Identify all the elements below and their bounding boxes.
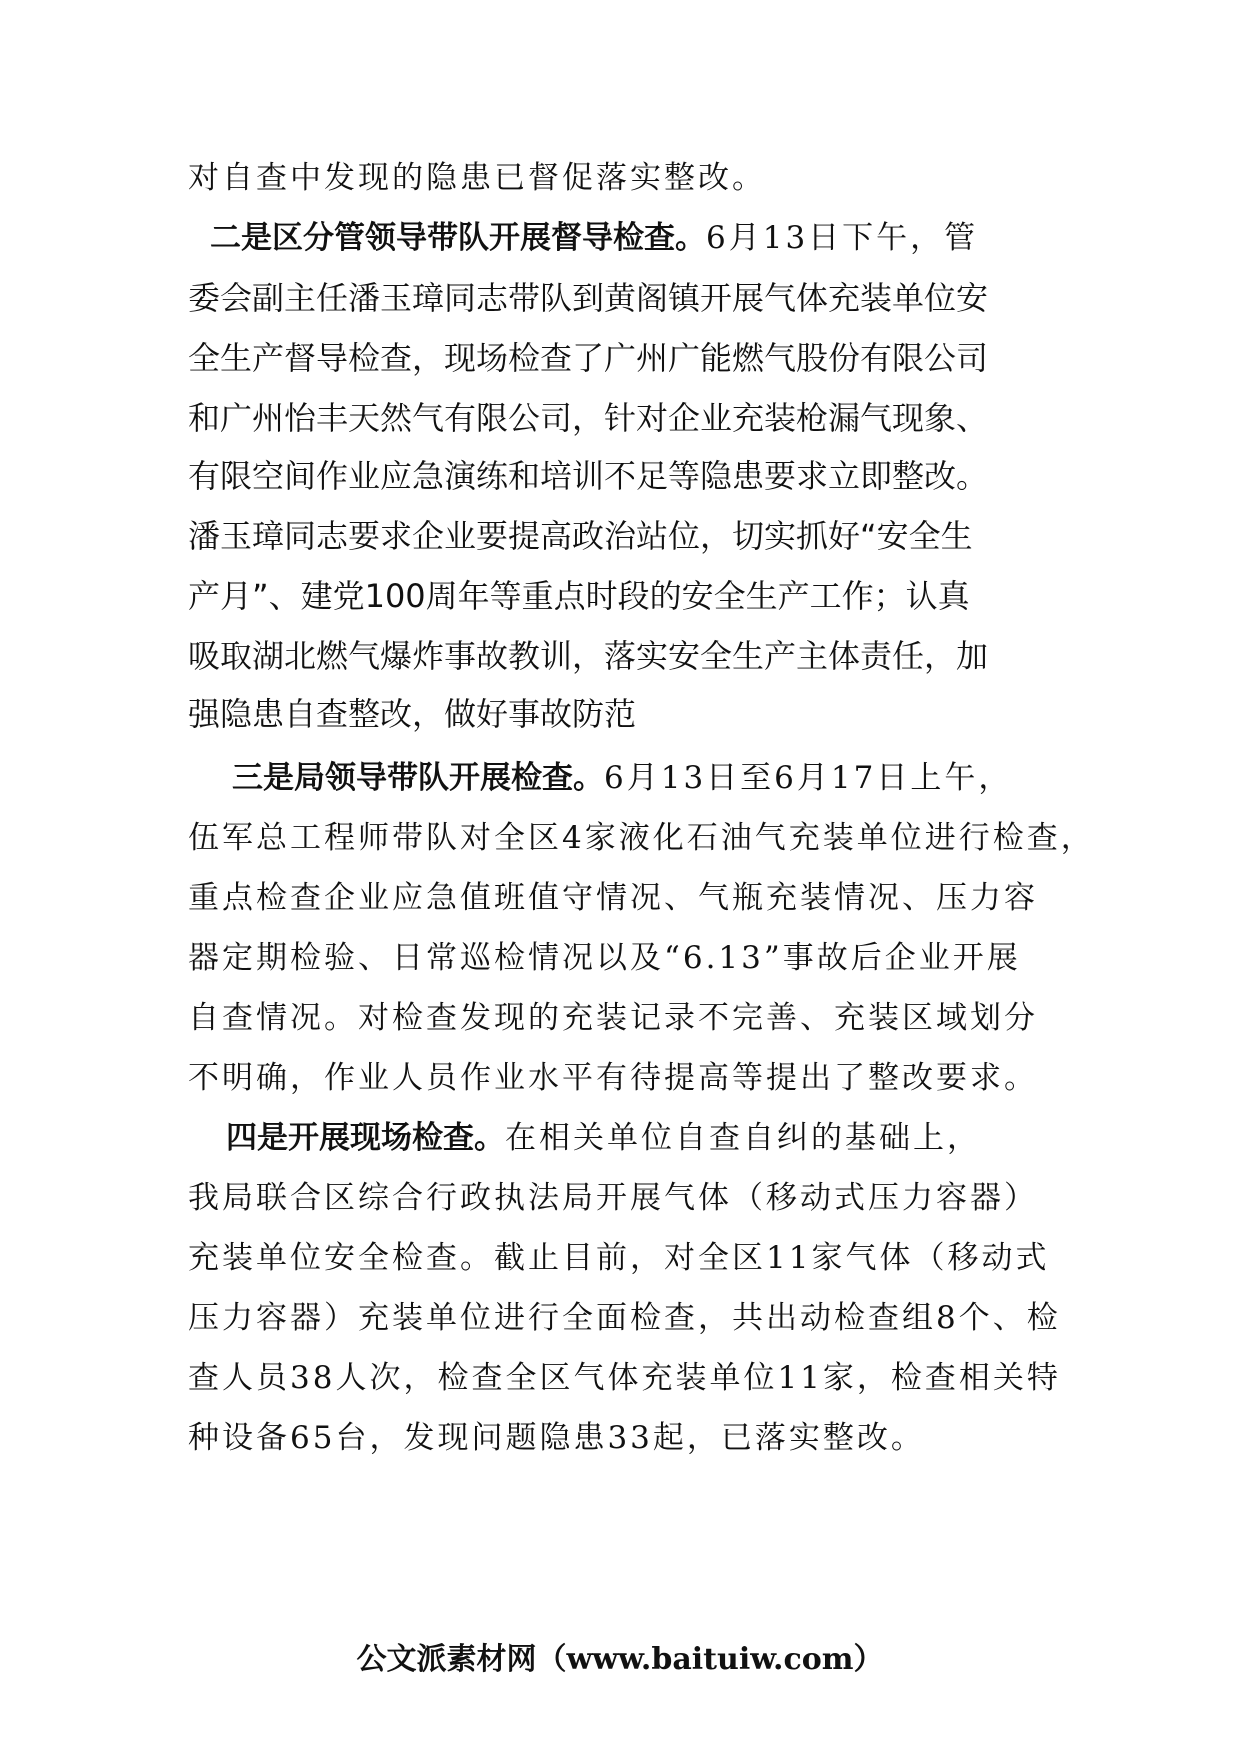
paragraph-4-line: 我局联合区综合行政执法局开展气体（移动式压力容器） <box>188 1180 1038 1216</box>
paragraph-1-line: 对自查中发现的隐患已督促落实整改。 <box>188 160 766 196</box>
paragraph-2-line: 委会副主任潘玉璋同志带队到黄阁镇开展气体充装单位安 <box>188 279 989 317</box>
paragraph-3-line: 不明确，作业人员作业水平有待提高等提出了整改要求。 <box>188 1060 1038 1096</box>
paragraph-4-line: 查人员38人次，检查全区气体充装单位11家，检查相关特 <box>188 1360 1061 1396</box>
paragraph-3-lead: 6月13日至6月17日上午， <box>604 760 1013 796</box>
paragraph-4-lead: 在相关单位自查自纠的基础上， <box>505 1120 981 1156</box>
paragraph-2-line: 潘玉璋同志要求企业要提高政治站位，切实抓好“安全生 <box>188 517 973 555</box>
paragraph-2-line: 全生产督导检查，现场检查了广州广能燃气股份有限公司 <box>188 339 989 377</box>
paragraph-3-heading: 三是局领导带队开展检查。 <box>232 760 604 796</box>
paragraph-4-line: 充装单位安全检查。截止目前，对全区11家气体（移动式 <box>188 1240 1050 1276</box>
paragraph-2-lead: 6月13日下午，管 <box>706 220 979 256</box>
paragraph-2-heading: 二是区分管领导带队开展督导检查。 <box>210 220 706 256</box>
paragraph-4-line: 压力容器）充装单位进行全面检查，共出动检查组8个、检 <box>188 1300 1061 1336</box>
paragraph-3-line: 伍军总工程师带队对全区4家液化石油气充装单位进行检查， <box>188 820 1095 856</box>
paragraph-4-first-line <box>226 1118 981 1158</box>
paragraph-2-line: 强隐患自查整改，做好事故防范 <box>188 695 637 733</box>
paragraph-2-line: 和广州怡丰天然气有限公司，针对企业充装枪漏气现象、 <box>188 399 989 437</box>
paragraph-4-line: 种设备65台，发现问题隐患33起，已落实整改。 <box>188 1420 925 1456</box>
paragraph-4-heading: 四是开展现场检查。 <box>226 1120 505 1156</box>
paragraph-3-line: 自查情况。对检查发现的充装记录不完善、充装区域划分 <box>188 1000 1038 1036</box>
paragraph-3-first-line <box>232 758 1012 798</box>
paragraph-2-first-line <box>210 218 978 258</box>
paragraph-2-line: 有限空间作业应急演练和培训不足等隐患要求立即整改。 <box>188 457 989 495</box>
footer-watermark: 公文派素材网（www.baituiw.com） <box>356 1642 884 1677</box>
paragraph-2-line: 产月”、建党100周年等重点时段的安全生产工作；认真 <box>188 577 970 615</box>
paragraph-3-line: 器定期检验、日常巡检情况以及“6.13”事故后企业开展 <box>188 940 1021 976</box>
paragraph-3-line: 重点检查企业应急值班值守情况、气瓶充装情况、压力容 <box>188 880 1038 916</box>
paragraph-2-line: 吸取湖北燃气爆炸事故教训，落实安全生产主体责任，加 <box>188 637 989 675</box>
